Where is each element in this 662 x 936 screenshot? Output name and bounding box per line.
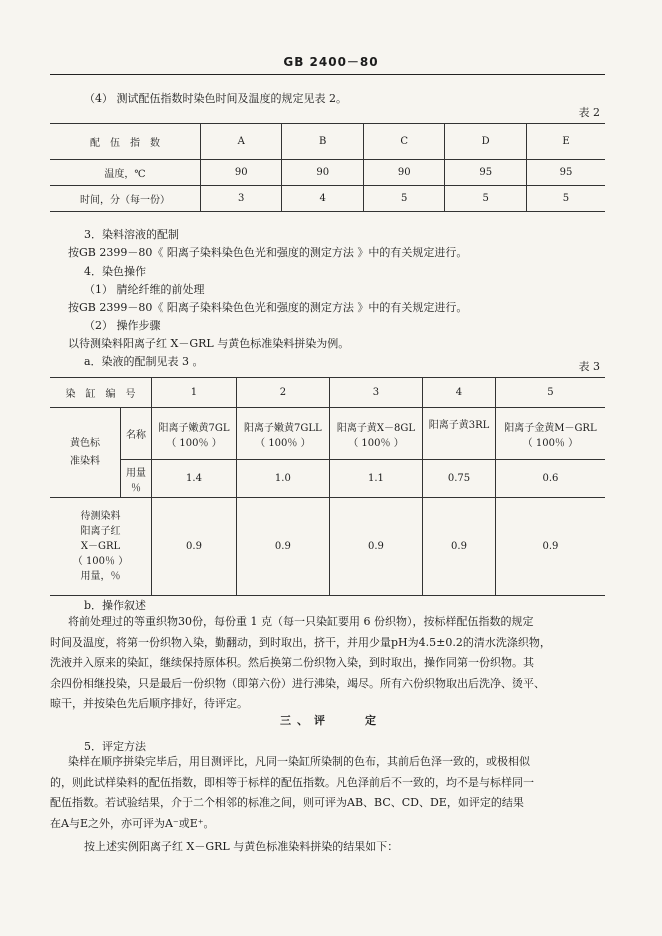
- section4-sub2-intro: 以待测染料阳离子红 X－GRL 与黄色标准染料拼染为例。: [68, 337, 350, 350]
- standard-code-header: GB 2400－80: [283, 55, 379, 69]
- table3-vat-number: 4: [423, 378, 496, 408]
- header-rule: [50, 74, 605, 75]
- table3-test-dye-amount: 0.9: [495, 498, 605, 596]
- section4-title: 4．染色操作: [84, 265, 146, 278]
- table3-test-dye-amount: 0.9: [152, 498, 237, 596]
- table2-cell: 90: [363, 160, 444, 186]
- section4-sub2-a: a．染液的配制见表 3 。: [84, 355, 204, 368]
- table2-col-b: B: [282, 124, 363, 160]
- table3-std-dye-name: 阳离子黄X－8GL （ 100％ ）: [329, 408, 422, 460]
- table2-col-d: D: [445, 124, 526, 160]
- table2-cell: 95: [445, 160, 526, 186]
- evaluation-closing: 按上述实例阳离子红 X－GRL 与黄色标准染料拼染的结果如下：: [84, 840, 399, 853]
- table3-std-dye-amount: 1.0: [236, 460, 329, 498]
- table2-col-e: E: [526, 124, 605, 160]
- table3-vat-number: 2: [236, 378, 329, 408]
- table2-cell: 4: [282, 186, 363, 212]
- evaluation-paragraph: 染样在顺序拼染完毕后，用目测评比，凡同一染缸所染制的色布，其前后色泽一致的，或极相似 的，则此试样染料的配伍指数，即相等于标样的配伍指数。凡色泽前后不一致的，均不是与标样同一 配伍指数。若试验结果，介于二个相邻的标准之间，则可评为AB、BC、CD、DE，如评定的结果 在A与E之外，亦可评为A⁻或E⁺。: [50, 755, 534, 830]
- step-b-paragraph: 将前处理过的等重织物30份，每份重 1 克（每一只染缸要用 6 份织物），按标样配伍指数的规定 时间及温度，将第一份织物入染，勤翻动，到时取出，挤干，并用少量pH为4.5±0.2的清水洗涤织物， 洗液并入原来的染缸，继续保持原体积。然后换第二份织物入染，到时取出，操作同第一份织物。其 余四份相继投染，只是最后一份织物（即第六份）进行沸染，竭尽。所有六份织物取出后洗净、烫平、 晾干，并按染色先后顺序排好，待评定。: [50, 615, 551, 710]
- table2-header-label: 配 伍 指 数: [50, 124, 201, 160]
- table3-caption: 表 3: [578, 360, 600, 373]
- section4-sub1-title: （1） 腈纶纤维的前处理: [84, 283, 205, 296]
- item4-text: （4） 测试配伍指数时染色时间及温度的规定见表 2。: [84, 92, 347, 105]
- table2: [50, 123, 605, 212]
- table3-std-dye-label: 黄色标准染料: [50, 408, 121, 498]
- table2-row-time-label: 时间，分（每一份）: [50, 186, 201, 212]
- table3-name-label: 名称: [121, 408, 152, 460]
- section-evaluation-title: 三、评 定: [280, 714, 382, 727]
- table2-cell: 90: [282, 160, 363, 186]
- table2-row-temp-label: 温度，℃: [50, 160, 201, 186]
- table3-std-dye-name: 阳离子黄3RL: [423, 408, 496, 460]
- table3-vat-number: 3: [329, 378, 422, 408]
- table3-test-dye-label: 待测染料 阳离子红 X－GRL （ 100％ ） 用量，％: [50, 498, 152, 596]
- table2-cell: 5: [363, 186, 444, 212]
- table2-cell: 5: [445, 186, 526, 212]
- table3-std-dye-amount: 0.75: [423, 460, 496, 498]
- table3-vat-number: 5: [495, 378, 605, 408]
- table3-std-dye-name: 阳离子嫩黄7GL （ 100％ ）: [152, 408, 237, 460]
- table3-test-dye-amount: 0.9: [423, 498, 496, 596]
- table3-std-dye-amount: 1.1: [329, 460, 422, 498]
- table2-caption: 表 2: [578, 106, 600, 119]
- table3-std-dye-name: 阳离子嫩黄7GLL （ 100％ ）: [236, 408, 329, 460]
- table3-test-dye-amount: 0.9: [329, 498, 422, 596]
- section4-sub2-title: （2） 操作步骤: [84, 319, 161, 332]
- section3-body: 按GB 2399－80《 阳离子染料染色色光和强度的测定方法 》中的有关规定进行。: [68, 246, 468, 259]
- table2-col-a: A: [201, 124, 282, 160]
- table2-col-c: C: [363, 124, 444, 160]
- step-b-title: b．操作叙述: [84, 599, 147, 612]
- table2-cell: 5: [526, 186, 605, 212]
- table3: [50, 377, 605, 596]
- table2-cell: 90: [201, 160, 282, 186]
- table3-std-dye-amount: 1.4: [152, 460, 237, 498]
- table3-vat-number: 1: [152, 378, 237, 408]
- section4-sub1-body: 按GB 2399－80《 阳离子染料染色色光和强度的测定方法 》中的有关规定进行。: [68, 301, 468, 314]
- section3-title: 3．染料溶液的配制: [84, 228, 179, 241]
- table3-vat-label: 染 缸 编 号: [50, 378, 152, 408]
- table3-std-dye-amount: 0.6: [495, 460, 605, 498]
- table2-cell: 3: [201, 186, 282, 212]
- table3-test-dye-amount: 0.9: [236, 498, 329, 596]
- table3-amount-label: 用量 ％: [121, 460, 152, 498]
- item5-title: 5．评定方法: [84, 740, 146, 753]
- table3-std-dye-name: 阳离子金黄M－GRL （ 100％ ）: [495, 408, 605, 460]
- table2-cell: 95: [526, 160, 605, 186]
